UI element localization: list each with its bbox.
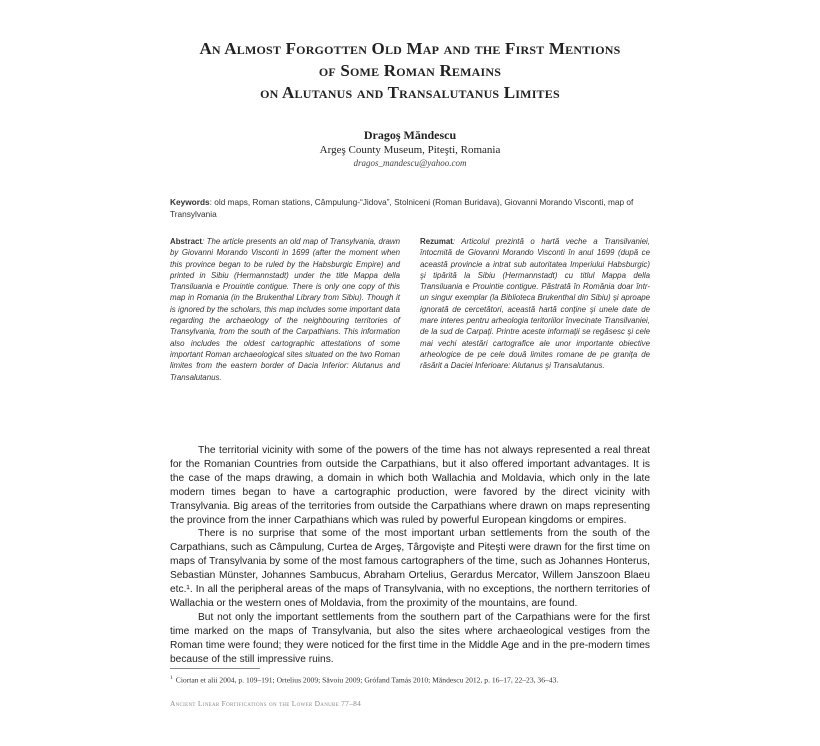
abstract-romanian <box>420 236 650 372</box>
title-line-1: An Almost Forgotten Old Map and the First Mentions <box>199 39 621 58</box>
body-text <box>170 444 650 667</box>
author-affiliation: Argeş County Museum, Piteşti, Romania <box>319 144 501 156</box>
rezumat-text: : Articolul prezintă o hartă veche a Transilvaniei, întocmită de Giovanni Morando Visconti în anul 1699 (după ce această provincie a intrat sub autoritatea Imperiului Habsburgic) şi tipărită la Sibiu (Hermannstadt) cu titlul Mappa della Transiluania e Prouintie contigue. Păstrată în România doar într-un singur exemplar (la Biblioteca Brukenthal din Sibiu) şi aproape ignorată de cercetători, această hartă conţine şi unele date de mare interes pentru arheologia teritoriilor învecinate Transilvaniei, de la sud de Carpaţi. Printre aceste informaţii se regăsesc şi cele mai vechi atestări cartografice ale unor importante obiective arheologice de pe cele două limites romane de pe graniţa de răsărit a Daciei Inferioare: Alutanus şi Transalutanus. <box>420 237 650 371</box>
author-name: Dragoş Măndescu <box>363 128 457 142</box>
author-email: dragos_mandescu@yahoo.com <box>353 158 467 168</box>
footnote-divider <box>170 668 260 669</box>
body-paragraph-1: The territorial vicinity with some of the powers of the time has not always represented a real threat for the Romanian Countries from outside the Carpathians, but it also offered important advantages. It is the case of the maps drawing, a domain in which both Wallachia and Moldavia, which only in the late modern times began to have a cartographic production, were favored by the direct vicinity with Transylvania. Big areas of the territories from outside the Carpathians where drawn on maps representing the province from the inner Carpathians which was ruled by powerful European kingdoms or empires. <box>170 445 650 526</box>
keywords-section <box>170 196 650 220</box>
title-line-3: on Alutanus and Transalutanus Limites <box>260 83 560 102</box>
title-line-2: of Some Roman Remains <box>318 61 502 80</box>
running-footer: Ancient Linear Fortifications on the Lower Danube 77–84 <box>170 699 362 708</box>
keywords-label: Keywords <box>170 197 210 207</box>
abstract-text: : The article presents an old map of Transylvania, drawn by Giovanni Morando Visconti in 1699 (after the moment when this province began to be ruled by the Habsburgic Empire) and printed in Sibiu (Hermannstadt) under the title Mappa della Transiluania e Prouintie contigue. There is only one copy of this map in Romania (in the Brukenthal Library from Sibiu). Though it is ignored by the scholars, this map includes some important data regarding the archaeology of the neighbouring territories of Transylvania, from the south of the Carpathians. This information also includes the oldest cartographic attestations of some important Roman archaeological sites situated on the two Roman limites from the eastern border of Dacia Inferior: Alutanus and Transalutanus. <box>170 237 400 382</box>
footnote-number: 1 <box>170 675 173 681</box>
footnote-text: Ciortan et alii 2004, p. 109–191; Ortelius 2009; Săvoiu 2009; Grófand Tamás 2010; Măndescu 2012, p. 16–17, 22–23, 36–43. <box>175 675 559 685</box>
paper-title <box>120 38 700 104</box>
abstract-english <box>170 236 400 383</box>
keywords-text: : old maps, Roman stations, Câmpulung-“Jidova”, Stolniceni (Roman Buridava), Giovanni Morando Visconti, map of Transylvania <box>170 197 634 219</box>
body-paragraph-2: There is no surprise that some of the most important urban settlements from the south of the Carpathians, such as Câmpulung, Curtea de Argeş, Târgovişte and Piteşti were drawn for the first time on maps of Transylvania by some of the most famous cartographers of the time, such as Johannes Honterus, Sebastian Münster, Johannes Sambucus, Abraham Ortelius, Gerardus Mercator, Willem Janszoon Blaeu etc.¹. In all the peripheral areas of the maps of Transylvania, with no exceptions, the northern territories of Wallachia or the western ones of Moldavia, from the proximity of the mountains, are found. <box>170 528 650 609</box>
abstract-label: Abstract <box>170 237 203 246</box>
body-paragraph-3: But not only the important settlements from the southern part of the Carpathians were for the first time marked on the maps of Transylvania, but also the sites where archaeological vestiges from the Roman time were found; they were noticed for the first time in the Middle Age and in the pre-modern times because of the still impressive ruins. <box>170 611 650 665</box>
author-block <box>160 128 660 169</box>
rezumat-label: Rezumat <box>420 237 453 246</box>
footnote <box>170 673 650 686</box>
